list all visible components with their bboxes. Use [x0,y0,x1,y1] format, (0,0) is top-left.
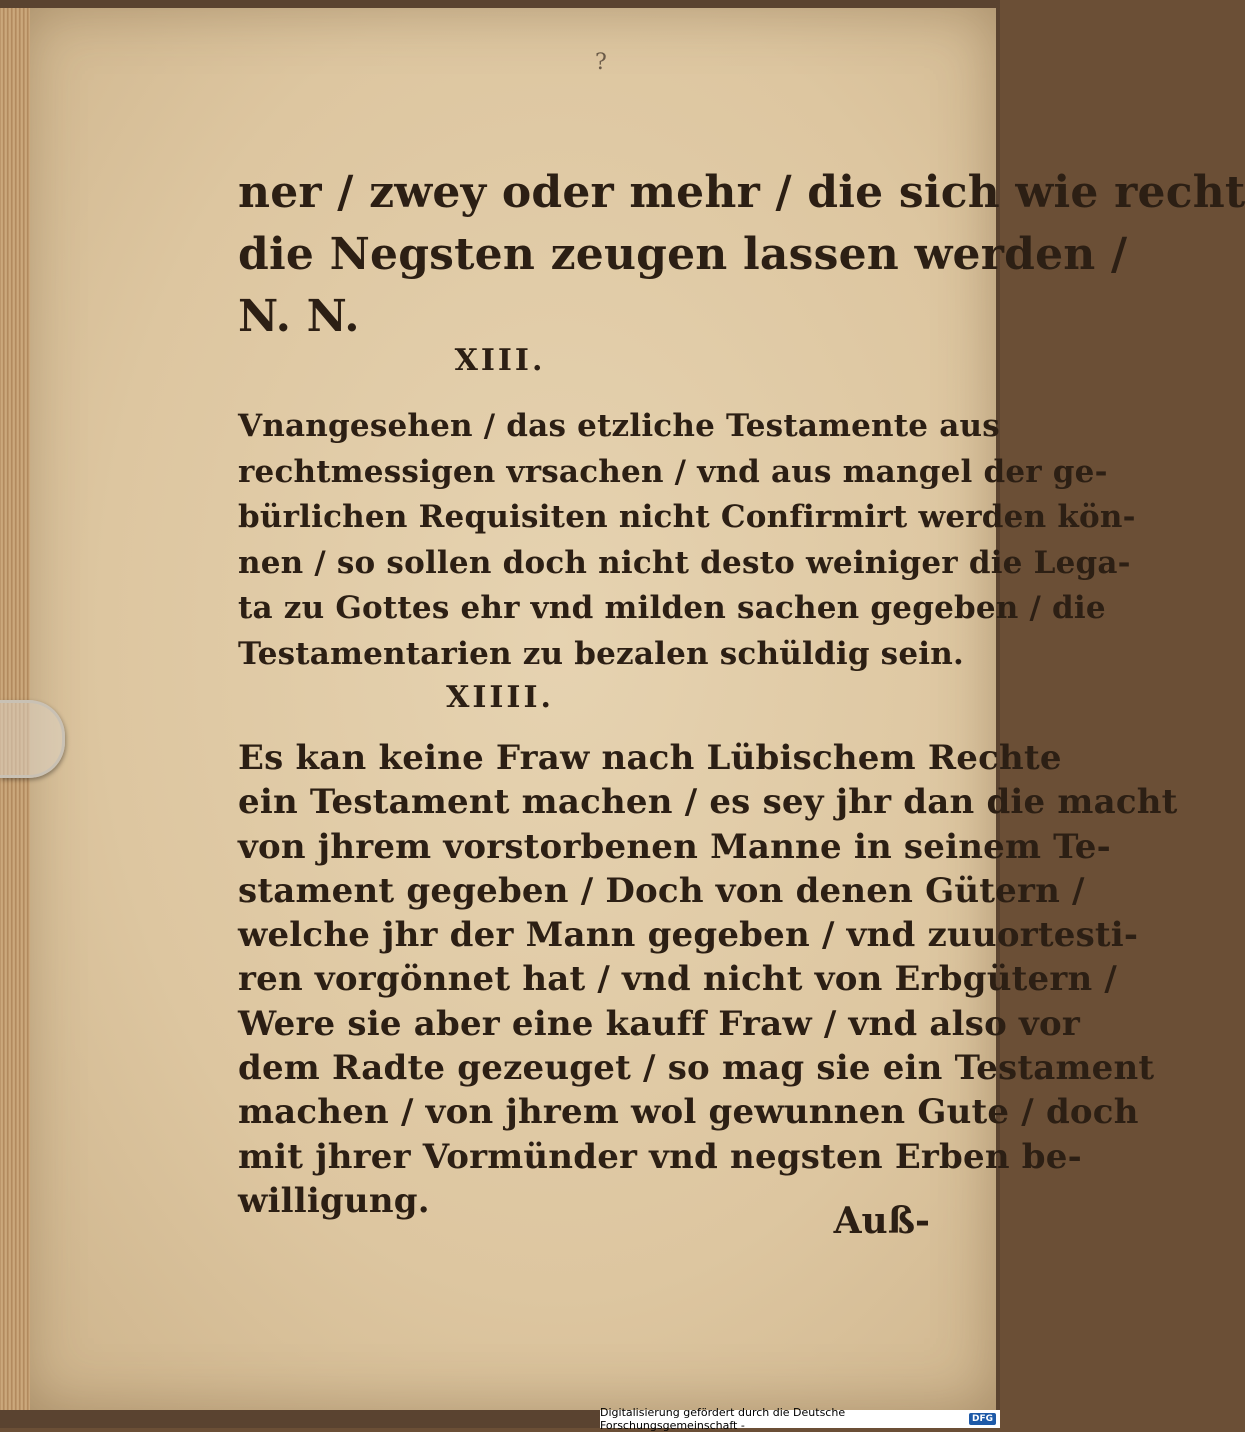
text-line: Vnangesehen / das etzliche Testamente aus [238,408,1000,444]
text-line: die Negsten zeugen lassen werden / [238,229,1128,280]
page-mark: ? [595,50,607,75]
text-line: bürlichen Requisiten nicht Confirmirt werden kön- [238,499,1136,535]
text-line: Es kan keine Fraw nach Lübischem Rechte [238,738,1062,778]
text-line: ner / zwey oder mehr / die sich wie recht [238,167,1245,218]
text-line: ein Testament machen / es sey jhr dan die macht [238,782,1178,823]
dfg-logo-icon: DFG [969,1413,996,1425]
text-line: Were sie aber eine kauff Fraw / vnd also vor [238,1003,1080,1044]
text-line: rechtmessigen vrsachen / vnd aus mangel der ge- [238,453,1108,490]
section-heading-13: XIII. [454,343,546,378]
catchword: Auß- [833,1200,930,1242]
text-line: stament gegeben / Doch von denen Gütern / [238,870,1085,911]
text-line: N. N. [238,291,360,342]
dfg-footer-text: Digitalisierung gefördert durch die Deutsche Forschungsgemeinschaft - [600,1406,846,1432]
text-line: machen / von jhrem wol gewunnen Gute / doch [238,1092,1139,1133]
text-line: willigung. [238,1180,430,1221]
text-line: nen / so sollen doch nicht desto weiniger die Lega- [238,544,1131,581]
text-line: ta zu Gottes ehr vnd milden sachen gegeben / die [238,590,1106,626]
text-line: ren vorgönnet hat / vnd nicht von Erbgütern / [238,959,1118,1000]
text-line: mit jhrer Vormünder vnd negsten Erben be- [238,1136,1082,1177]
section-14-paragraph [238,736,1178,1223]
text-line: welche jhr der Mann gegeben / vnd zuuortesti- [238,915,1139,956]
text-line: dem Radte gezeuget / so mag sie ein Testament [238,1048,1155,1089]
text-line: Testamentarien zu bezalen schüldig sein. [238,635,964,672]
section-heading-14: XIIII. [446,680,554,715]
top-text-block [238,162,1245,348]
text-line: von jhrem vorstorbenen Manne in seinem Te- [238,826,1111,867]
dfg-footer [600,1406,1000,1432]
section-13-paragraph [238,404,1136,677]
